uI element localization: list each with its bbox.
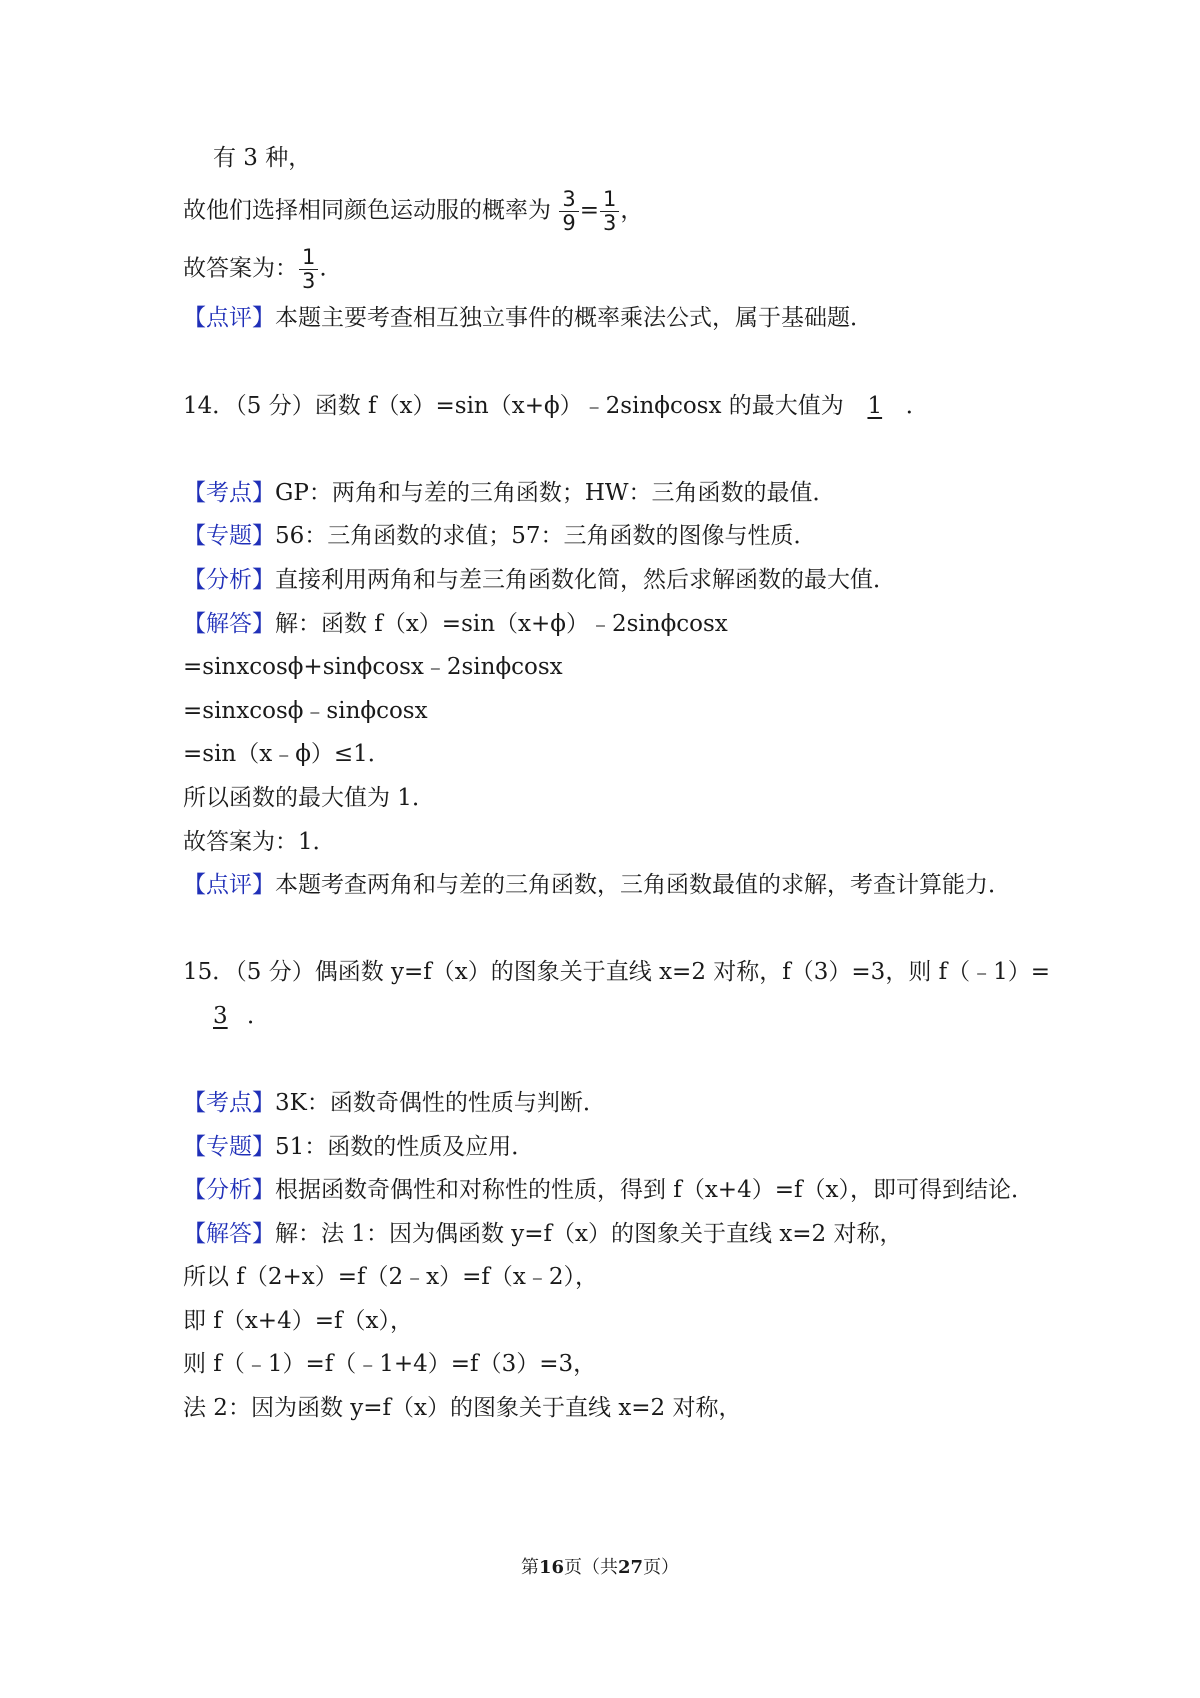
q14-dianping: [183, 869, 1011, 901]
solution-step: =sin（x﹣ϕ）≤1．: [183, 741, 391, 767]
solution-step: 所以 f（2+x）=f（2﹣x）=f（x﹣2），: [183, 1264, 598, 1290]
q14-jieda: [183, 608, 728, 640]
line-text: 3K：函数奇偶性的性质与判断．: [275, 1090, 606, 1116]
text-line: 有 3 种，: [213, 145, 312, 171]
section-tag: 【考点】: [183, 1090, 275, 1116]
line-text: 根据函数奇偶性和对称性的性质，得到 f（x+4）=f（x），即可得到结论．: [275, 1177, 1034, 1203]
line-text: 故他们选择相同颜色运动服的概率为: [183, 197, 551, 224]
denominator: 9: [562, 211, 576, 235]
question-15-answer: [213, 1000, 270, 1032]
numerator: 1: [600, 188, 619, 212]
answer-blank: 3: [213, 1003, 228, 1029]
q15-fenxi: [183, 1174, 1034, 1206]
fraction: [600, 188, 619, 235]
line-text: 解：函数 f（x）=sin（x+ϕ）﹣2sinϕcosx: [275, 611, 728, 637]
footer-mid: 页（共: [564, 1557, 618, 1578]
q15-jieda: [183, 1218, 903, 1250]
section-tag: 【解答】: [183, 1221, 275, 1247]
section-tag: 【解答】: [183, 611, 275, 637]
denominator: 3: [302, 269, 316, 293]
solution-step: 所以函数的最大值为 1．: [183, 785, 435, 811]
q15-zhuanti: [183, 1131, 534, 1163]
section-tag: 【分析】: [183, 1177, 275, 1203]
numerator: 1: [299, 246, 318, 270]
line-text: 56：三角函数的求值；57：三角函数的图像与性质．: [275, 523, 817, 549]
page-footer: [0, 1556, 1200, 1580]
fraction: [559, 188, 578, 235]
question-14: [183, 390, 929, 422]
q15-kaodian: [183, 1087, 606, 1119]
solution-step: =sinxcosϕ+sinϕcosx﹣2sinϕcosx: [183, 654, 563, 680]
fraction: [299, 246, 318, 293]
solution-step: 法 2：因为函数 y=f（x）的图象关于直线 x=2 对称，: [183, 1395, 742, 1421]
section-tag: 【专题】: [183, 1134, 275, 1160]
page-number: 16: [538, 1557, 564, 1578]
q14-kaodian: [183, 477, 836, 509]
section-tag: 【专题】: [183, 523, 275, 549]
solution-step: =sinxcosϕ﹣sinϕcosx: [183, 698, 428, 724]
punct: ．: [905, 393, 929, 419]
punct: ．: [247, 1003, 270, 1029]
line-text: 本题考查两角和与差的三角函数，三角函数最值的求解，考查计算能力．: [275, 872, 1011, 898]
question-text: 14．（5 分）函数 f（x）=sin（x+ϕ）﹣2sinϕcosx 的最大值为: [183, 393, 844, 419]
probability-line: [183, 188, 643, 235]
question-15: 15．（5 分）偶函数 y=f（x）的图象关于直线 x=2 对称，f（3）=3，则 f（﹣1）=: [183, 959, 1051, 985]
line-text: 51：函数的性质及应用．: [275, 1134, 535, 1160]
comment-line: [183, 302, 873, 334]
numerator: 3: [559, 188, 578, 212]
line-text: 故答案为：: [183, 255, 298, 282]
section-tag: 【分析】: [183, 567, 275, 593]
solution-step: 故答案为：1．: [183, 829, 336, 855]
footer-suffix: 页）: [643, 1557, 680, 1578]
q14-zhuanti: [183, 520, 817, 552]
solution-step: 则 f（﹣1）=f（﹣1+4）=f（3）=3，: [183, 1351, 597, 1377]
footer-prefix: 第: [520, 1557, 539, 1578]
total-pages: 27: [618, 1557, 644, 1578]
section-tag: 【考点】: [183, 480, 275, 506]
line-text: GP：两角和与差的三角函数；HW：三角函数的最值．: [275, 480, 836, 506]
answer-line: [183, 246, 327, 293]
equals-sign: =: [579, 197, 599, 224]
line-text: 解：法 1：因为偶函数 y=f（x）的图象关于直线 x=2 对称，: [275, 1221, 903, 1247]
line-text: 直接利用两角和与差三角函数化简，然后求解函数的最大值．: [275, 567, 896, 593]
answer-blank: 1: [867, 393, 883, 419]
solution-step: 即 f（x+4）=f（x），: [183, 1308, 413, 1334]
section-tag: 【点评】: [183, 872, 275, 898]
punct: .: [319, 255, 327, 282]
line-text: 本题主要考查相互独立事件的概率乘法公式，属于基础题．: [275, 305, 873, 331]
q14-fenxi: [183, 564, 896, 596]
punct: ，: [620, 197, 644, 224]
section-tag: 【点评】: [183, 305, 275, 331]
denominator: 3: [602, 211, 617, 235]
